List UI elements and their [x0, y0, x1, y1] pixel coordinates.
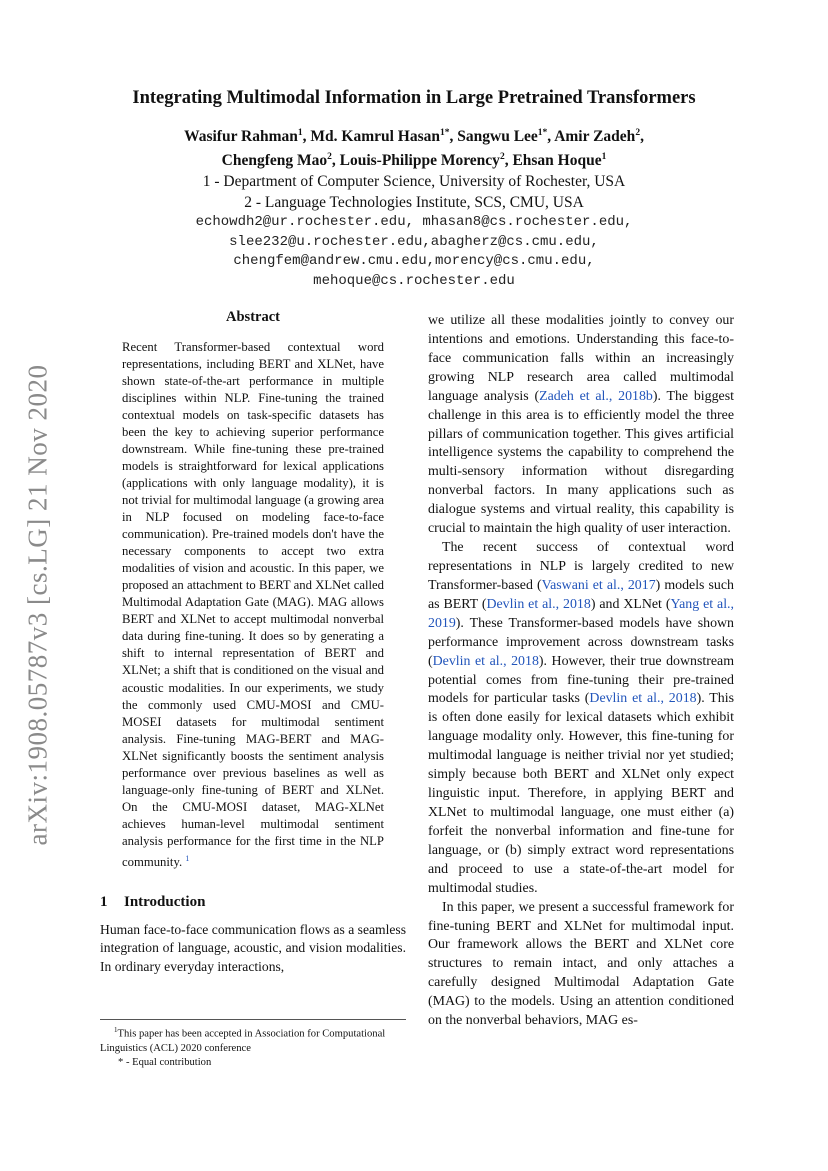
author-mark: 2 — [499, 152, 505, 163]
section-number: 1 — [100, 894, 108, 911]
paragraph-text: ) and XLNet ( — [590, 596, 671, 612]
right-column — [428, 312, 734, 1031]
footnote-ref[interactable]: 1 — [185, 854, 190, 863]
citation-link[interactable]: Vaswani et al., 2017 — [541, 577, 656, 593]
email-line: echowdh2@ur.rochester.edu, mhasan8@cs.rochester.edu, — [195, 214, 633, 231]
section-title: Introduction — [124, 894, 206, 911]
author-mark: 2 — [635, 128, 641, 138]
email-line: chengfem@andrew.cmu.edu,morency@cs.cmu.edu, — [233, 253, 595, 270]
author-name: Chengfeng Mao — [221, 152, 328, 170]
paragraph-text: ). The biggest challenge in this area is to efficiently model the three pillars of communication together. This gives artificial intelligence systems the capability to comprehend the multi-sensory information without disregarding nonverbal factors. In many applications such as dialogue systems and virtual reality, this capability is crucial to maintain the high quality of user interaction. — [428, 388, 734, 537]
paragraph-text: ). However, their true downstream potential comes from fine-tuning their pre-trained models for particular tasks ( — [428, 653, 735, 707]
footnote-mark: 1 — [114, 1026, 118, 1034]
paper-title: Integrating Multimodal Information in Large Pretrained Transformers — [132, 88, 696, 108]
author-mark: 1 — [297, 128, 303, 138]
paper-header — [90, 88, 738, 291]
affiliation: 2 - Language Technologies Institute, SCS, CMU, USA — [244, 194, 584, 212]
footnote-text: This paper has been accepted in Association for Computational Linguistics (ACL) 2020 conference — [100, 1028, 386, 1054]
footnote-2: * - Equal contribution — [118, 1056, 212, 1068]
author-mark: 2 — [327, 152, 332, 163]
citation-link[interactable]: Devlin et al., 2018 — [486, 596, 591, 612]
arxiv-identifier: arXiv:1908.05787v3 [cs.LG] 21 Nov 2020 — [22, 364, 53, 846]
author-mark: 1* — [537, 128, 548, 138]
author-mark: 1* — [440, 128, 450, 138]
author-name: Ehsan Hoque — [512, 152, 602, 170]
section-heading-introduction — [100, 893, 406, 912]
author-name: Md. Kamrul Hasan — [310, 128, 441, 146]
body-paragraph — [428, 312, 734, 539]
paragraph-text: ). These Transformer-based models have shown performance improvement across downstream tasks ( — [428, 615, 734, 669]
paragraph-text: The recent success of contextual word representations in NLP is largely credited to new Transformer-based ( — [428, 540, 734, 593]
affiliation: 1 - Department of Computer Science, University of Rochester, USA — [202, 173, 626, 191]
paragraph-text: we utilize all these modalities jointly to convey our intentions and emotions. Understanding this face-to-face communication falls within an increasingly growing NLP research area called multimodal language analysis ( — [428, 313, 734, 404]
citation-link[interactable]: Zadeh et al., 2018b — [539, 388, 653, 404]
abstract-body-text: Recent Transformer-based contextual word representations, including BERT and XLNet, have shown state-of-the-art performance in multiple disciplines within NLP. Fine-tuning the trained contextual models on task-specific datasets has been the key to achieving superior performance downstream. While fine-tuning these pre-trained models is straightforward for lexical applications (applications with only language modality), it is not trivial for multimodal language (a growing area in NLP focused on modeling face-to-face communication). Pre-trained models don't have the necessary components to accept two extra modalities of vision and acoustic. In this paper, we proposed an attachment to BERT and XLNet called Multimodal Adaptation Gate (MAG). MAG allows BERT and XLNet to accept multimodal nonverbal data during fine-tuning. It does so by generating a shift to internal representation of BERT and XLNet; a shift that is conditioned on the visual and acoustic modalities. In our experiments, we study the commonly used CMU-MOSI and CMU-MOSEI datasets for multimodal sentiment analysis. Fine-tuning MAG-BERT and MAG-XLNet significantly boosts the sentiment analysis performance over previous baselines as well as language-only fine-tuning of BERT and XLNet. On the CMU-MOSI dataset, MAG-XLNet achieves human-level multimodal sentiment analysis performance for the first time in the NLP community. — [122, 339, 384, 870]
author-name: Louis-Philippe Morency — [339, 152, 500, 170]
body-paragraph: In this paper, we present a successful framework for fine-tuning BERT and XLNet for multimodal input. Our framework allows the BERT and XLNet core structures to remain intact, and only attaches a carefully designed Multimodal Adaptation Gate (MAG) to the models. Using an attention conditioned on the nonverbal behaviors, MAG es- — [428, 899, 734, 1029]
abstract-text — [122, 339, 384, 872]
author-name: Sangwu Lee — [457, 128, 538, 146]
citation-link[interactable]: Yang et al., 2019 — [428, 596, 735, 631]
abstract-heading: Abstract — [226, 309, 280, 325]
intro-paragraph: Human face-to-face communication flows as a seamless integration of language, acoustic, and vision modalities. In ordinary everyday interactions, — [100, 921, 406, 975]
footnotes — [100, 1019, 406, 1070]
email-line: mehoque@cs.rochester.edu — [313, 272, 515, 289]
author-name: Wasifur Rahman — [184, 128, 298, 146]
email-list — [90, 213, 738, 291]
footnote-1 — [100, 1023, 406, 1056]
email-line: slee232@u.rochester.edu,abagherz@cs.cmu.edu, — [229, 233, 599, 250]
paragraph-text: ) models such as BERT ( — [428, 577, 734, 612]
arxiv-sidebar-stamp — [8, 355, 68, 855]
left-column — [100, 308, 406, 977]
citation-link[interactable]: Devlin et al., 2018 — [589, 691, 697, 707]
paragraph-text: ). This is often done easily for lexical datasets which exhibit language modality only. However, this fine-tuning for multimodal language is neither trivial nor yet studied; simply because both BERT and XLNet only expect linguistic input. Therefore, in applying BERT and XLNet to multimodal language, one must either (a) forfeit the nonverbal information and fine-tune for language, or (b) simply extract word representations and proceed to use a state-of-the-art model for multimodal studies. — [428, 691, 735, 896]
body-paragraph — [428, 539, 734, 899]
author-name: Amir Zadeh — [554, 128, 636, 146]
citation-link[interactable]: Devlin et al., 2018 — [432, 653, 539, 669]
author-list: Wasifur Rahman$^1$, Md. Kamrul Hasan$^{1*}$, Sangwu Lee$^{1*}$, Amir Zadeh$^2$, Chengfeng Mao$^2$, Louis-Philippe Morency$^2$, Ehsan Hoque$^1$ — [184, 128, 644, 170]
author-mark: 1 — [601, 152, 607, 163]
